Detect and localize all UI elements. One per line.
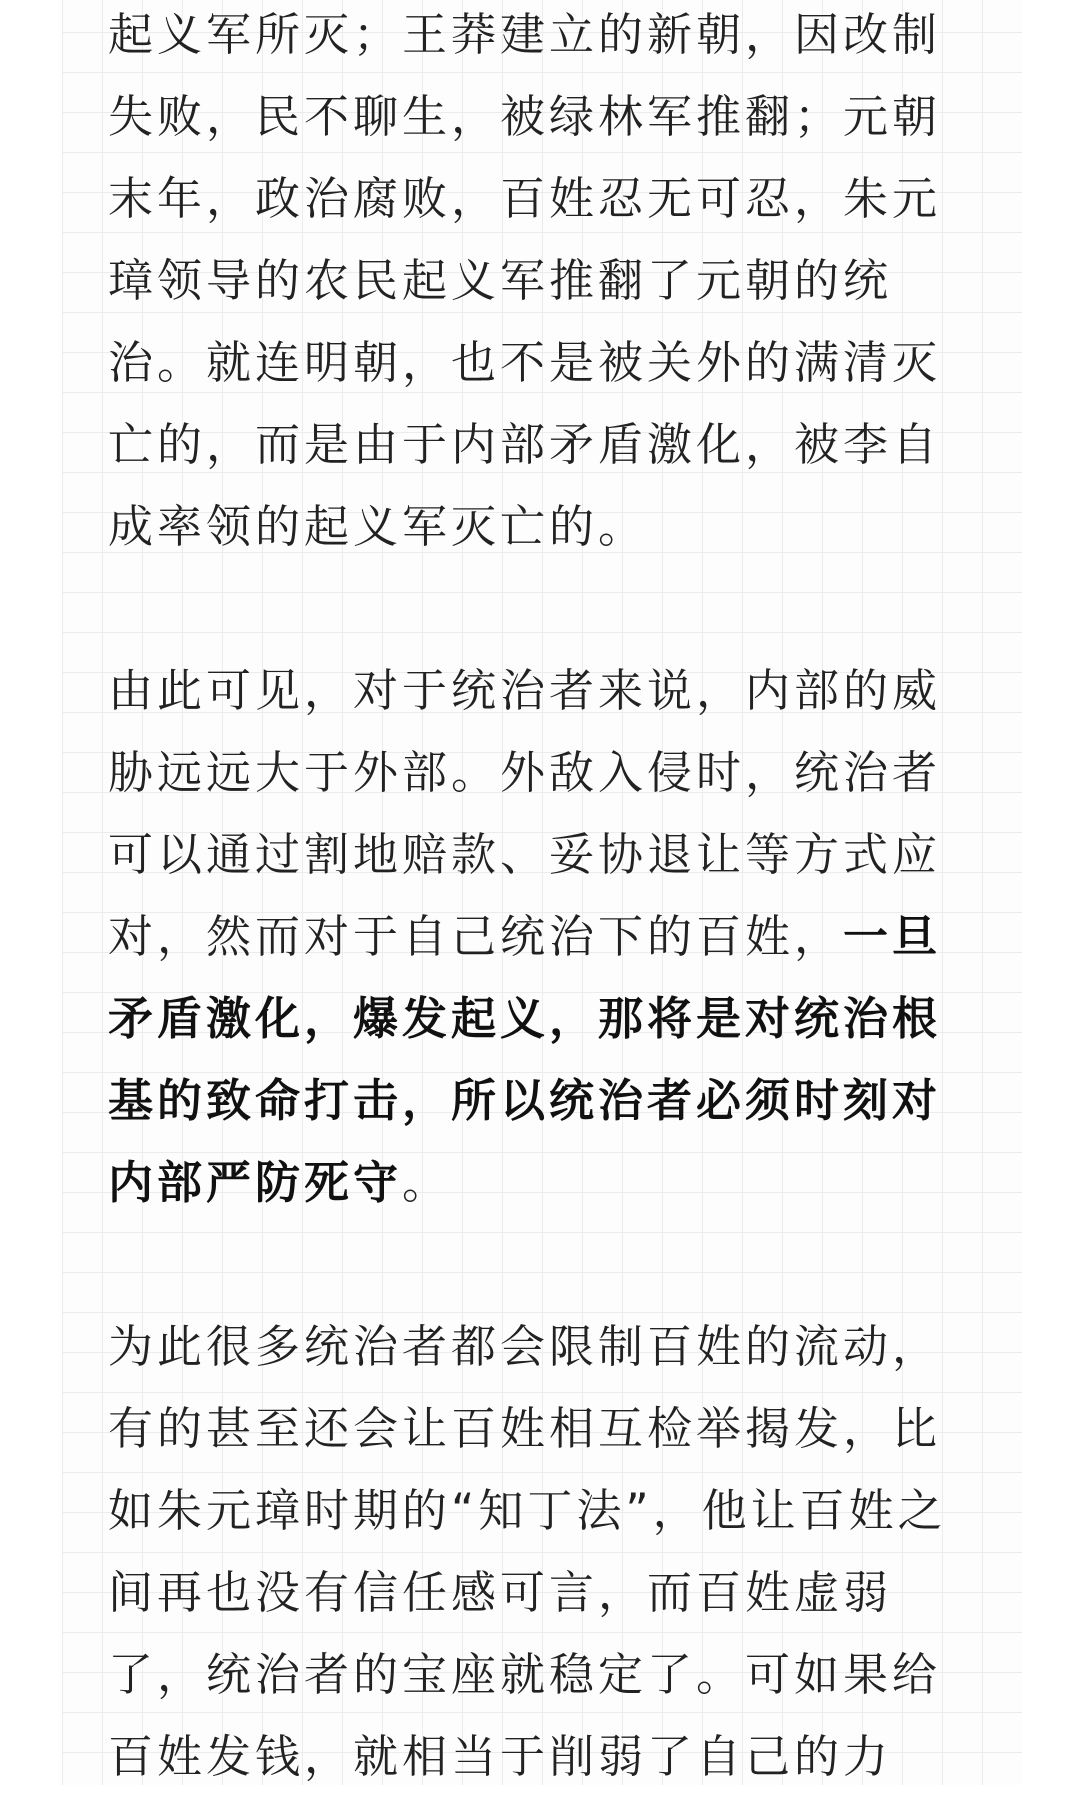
article-body <box>108 0 958 1798</box>
paragraph-dynasty-falls <box>108 0 958 568</box>
paragraph-text: 由此可见，对于统治者来说，内部的威胁远远大于外部。外敌入侵时，统治者可以通过割地赔款、妥协退让等方式应对，然而对于自己统治下的百姓， <box>108 664 942 963</box>
paragraph-text: 为此很多统治者都会限制百姓的流动，有的甚至还会让百姓相互检举揭发，比如朱元璋时期的“知丁法”，他让百姓之间再也没有信任感可言，而百姓虚弱了，统治者的宝座就稳定了。可如果给百姓发钱，就相当于削弱了自己的力 <box>108 1320 947 1783</box>
paragraph-internal-threat <box>108 650 958 1224</box>
paragraph-restrict-people <box>108 1306 958 1798</box>
paragraph-text: 起义军所灭；王莽建立的新朝，因改制失败，民不聊生，被绿林军推翻；元朝末年，政治腐败，百姓忍无可忍，朱元璋领导的农民起义军推翻了元朝的统治。就连明朝，也不是被关外的满清灭亡的，而是由于内部矛盾激化，被李自成率领的起义军灭亡的。 <box>108 8 942 553</box>
paragraph-end-punctuation: 。 <box>402 1156 452 1209</box>
bold-emphasis-text: 一旦矛盾激化，爆发起义，那将是对统治根基的致命打击，所以统治者必须时刻对内部严防死守 <box>108 910 942 1209</box>
